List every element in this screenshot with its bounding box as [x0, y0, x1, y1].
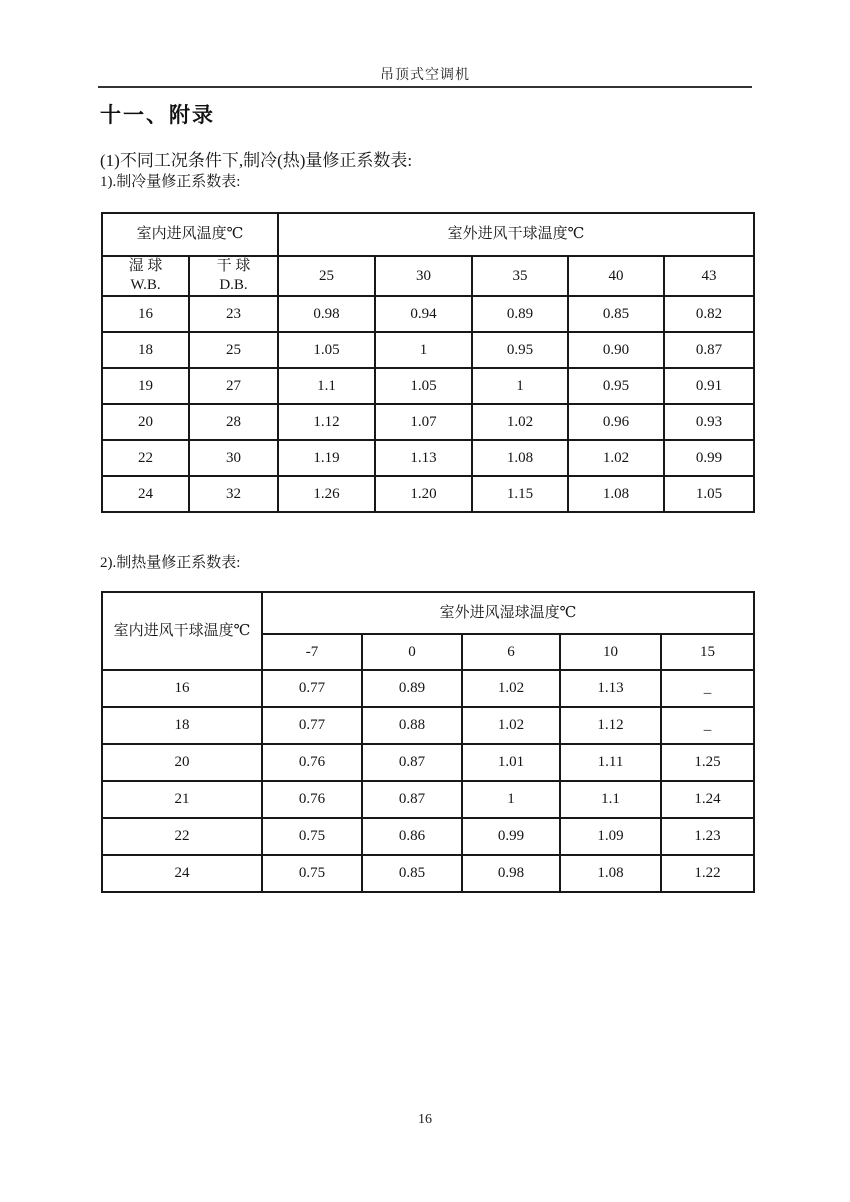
- table-cell: 16: [102, 296, 189, 332]
- table-cell: 1.22: [661, 855, 754, 892]
- table-cell: 24: [102, 476, 189, 512]
- intro-paragraph: (1)不同工况条件下,制冷(热)量修正系数表:: [100, 151, 413, 170]
- table-cell: 32: [189, 476, 278, 512]
- table-cell: 1.25: [661, 744, 754, 781]
- table-header-row: [102, 592, 754, 634]
- table-row: [102, 818, 754, 855]
- table-cell: 0.94: [375, 296, 472, 332]
- table-cell: 1.05: [278, 332, 375, 368]
- outdoor-wetbulb-temp-header: 室外进风湿球温度℃: [262, 592, 754, 634]
- table-cell: 30: [189, 440, 278, 476]
- temp-column-header: 15: [661, 634, 754, 670]
- table-row: [102, 404, 754, 440]
- table-cell: 0.87: [664, 332, 754, 368]
- table-cell: 0.99: [462, 818, 560, 855]
- temp-column-header: 25: [278, 256, 375, 296]
- wetbulb-label: 湿 球: [128, 258, 163, 275]
- heating-coefficient-table: [101, 591, 755, 893]
- table-cell: 27: [189, 368, 278, 404]
- table-row: [102, 781, 754, 818]
- table-cell: 1.08: [472, 440, 568, 476]
- table-cell: 1.1: [278, 368, 375, 404]
- table-cell: 1.02: [568, 440, 664, 476]
- table-cell: 0.95: [472, 332, 568, 368]
- table-cell: 18: [102, 332, 189, 368]
- table-cell: 0.91: [664, 368, 754, 404]
- table-cell: 0.75: [262, 818, 362, 855]
- table-cell: 1: [472, 368, 568, 404]
- temp-column-header: 10: [560, 634, 661, 670]
- wetbulb-column-header: [102, 256, 189, 296]
- table-row: [102, 670, 754, 707]
- indoor-drybulb-temp-header: 室内进风干球温度℃: [102, 592, 262, 670]
- table-cell: 1.26: [278, 476, 375, 512]
- table-cell: 0.96: [568, 404, 664, 440]
- drybulb-column-header: [189, 256, 278, 296]
- table-cell: 0.87: [362, 781, 462, 818]
- table-row: [102, 296, 754, 332]
- table-cell: 1.20: [375, 476, 472, 512]
- table-cell: 16: [102, 670, 262, 707]
- table1-caption: 1).制冷量修正系数表:: [100, 174, 241, 190]
- table-cell: 1.02: [472, 404, 568, 440]
- indoor-inlet-temp-header: 室内进风温度℃: [102, 213, 278, 256]
- table-cell: 1.08: [560, 855, 661, 892]
- table-cell: 1.13: [560, 670, 661, 707]
- temp-column-header: 6: [462, 634, 560, 670]
- table-cell: _: [661, 707, 754, 744]
- table-cell: 1: [462, 781, 560, 818]
- table-cell: 1.02: [462, 670, 560, 707]
- table-cell: 1.11: [560, 744, 661, 781]
- table-cell: 25: [189, 332, 278, 368]
- table-subheader-row: [102, 256, 754, 296]
- table-header-row: [102, 213, 754, 256]
- table-cell: 1.08: [568, 476, 664, 512]
- table-row: [102, 744, 754, 781]
- header-rule: [98, 86, 752, 88]
- temp-column-header: 40: [568, 256, 664, 296]
- table-cell: 1.05: [375, 368, 472, 404]
- table-cell: 0.89: [362, 670, 462, 707]
- table-cell: 1.19: [278, 440, 375, 476]
- table-cell: 24: [102, 855, 262, 892]
- table-cell: 0.76: [262, 744, 362, 781]
- page-number: 16: [418, 1112, 432, 1127]
- drybulb-label: 干 球: [216, 258, 251, 275]
- outdoor-drybulb-temp-header: 室外进风干球温度℃: [278, 213, 754, 256]
- table-row: [102, 707, 754, 744]
- table-row: [102, 368, 754, 404]
- table-cell: 0.98: [462, 855, 560, 892]
- section-title: 十一、附录: [100, 103, 215, 127]
- drybulb-abbr: D.B.: [219, 277, 248, 293]
- running-header-title: 吊顶式空调机: [380, 68, 470, 83]
- table-cell: 0.77: [262, 670, 362, 707]
- table-cell: 1.02: [462, 707, 560, 744]
- cooling-coefficient-table: [101, 212, 755, 513]
- table-cell: 1.05: [664, 476, 754, 512]
- wetbulb-abbr: W.B.: [130, 277, 161, 293]
- table-cell: _: [661, 670, 754, 707]
- table-cell: 19: [102, 368, 189, 404]
- table-cell: 0.89: [472, 296, 568, 332]
- temp-column-header: -7: [262, 634, 362, 670]
- table-row: [102, 332, 754, 368]
- table-cell: 0.85: [568, 296, 664, 332]
- table-cell: 1: [375, 332, 472, 368]
- table-cell: 0.76: [262, 781, 362, 818]
- table-cell: 1.12: [560, 707, 661, 744]
- table-cell: 0.77: [262, 707, 362, 744]
- table-cell: 18: [102, 707, 262, 744]
- table-cell: 0.93: [664, 404, 754, 440]
- table-cell: 1.12: [278, 404, 375, 440]
- table-cell: 0.85: [362, 855, 462, 892]
- table-cell: 0.99: [664, 440, 754, 476]
- table-cell: 0.95: [568, 368, 664, 404]
- table-cell: 1.23: [661, 818, 754, 855]
- table-cell: 0.88: [362, 707, 462, 744]
- table2-caption: 2).制热量修正系数表:: [100, 555, 241, 571]
- table-cell: 28: [189, 404, 278, 440]
- table-row: [102, 440, 754, 476]
- table-cell: 21: [102, 781, 262, 818]
- table-row: [102, 855, 754, 892]
- table-cell: 23: [189, 296, 278, 332]
- table-cell: 1.13: [375, 440, 472, 476]
- table-cell: 1.1: [560, 781, 661, 818]
- temp-column-header: 43: [664, 256, 754, 296]
- table-cell: 1.15: [472, 476, 568, 512]
- table-cell: 20: [102, 404, 189, 440]
- table-cell: 0.86: [362, 818, 462, 855]
- temp-column-header: 35: [472, 256, 568, 296]
- temp-column-header: 0: [362, 634, 462, 670]
- table-cell: 20: [102, 744, 262, 781]
- table-cell: 22: [102, 440, 189, 476]
- temp-column-header: 30: [375, 256, 472, 296]
- table-cell: 0.98: [278, 296, 375, 332]
- table-cell: 0.90: [568, 332, 664, 368]
- table-cell: 1.01: [462, 744, 560, 781]
- table-cell: 1.07: [375, 404, 472, 440]
- table-cell: 0.82: [664, 296, 754, 332]
- table-cell: 0.87: [362, 744, 462, 781]
- table-cell: 22: [102, 818, 262, 855]
- table-cell: 1.24: [661, 781, 754, 818]
- table-cell: 1.09: [560, 818, 661, 855]
- table-cell: 0.75: [262, 855, 362, 892]
- table-row: [102, 476, 754, 512]
